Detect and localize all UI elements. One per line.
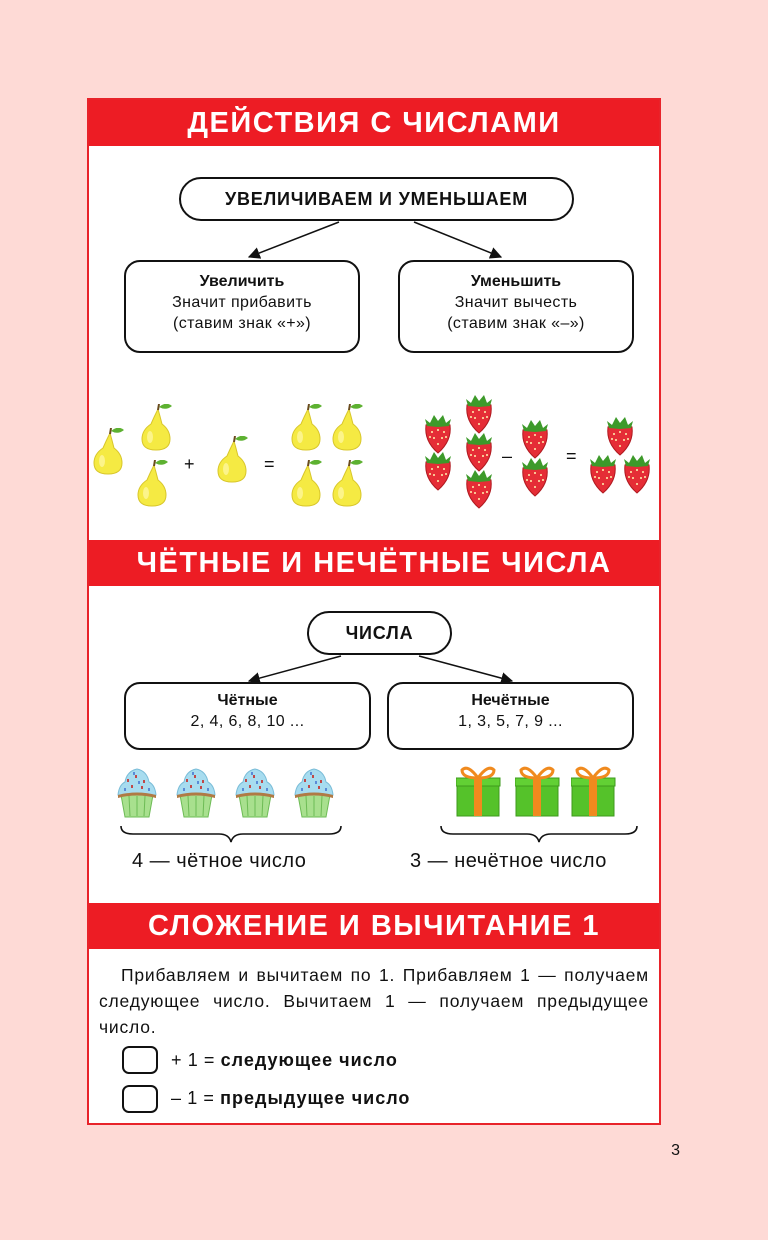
cupcake-icon: [174, 763, 220, 821]
decrease-line-1: Значит вычесть: [454, 294, 578, 311]
strawberry-icon: [621, 455, 653, 495]
strawberry-icon: [519, 420, 551, 460]
strawberry-icon: [604, 417, 636, 457]
brace-left: [121, 826, 341, 842]
section-2-title: ЧЁТНЫЕ И НЕЧЁТНЫЕ ЧИСЛА: [89, 540, 659, 586]
even-list: 2, 4, 6, 8, 10 ...: [190, 713, 305, 730]
increase-line-2: (ставим знак «+»): [172, 315, 312, 332]
section-3-title: СЛОЖЕНИЕ И ВЫЧИТАНИЕ 1: [89, 903, 659, 949]
pear-icon: [137, 460, 169, 508]
paragraph-text: Прибавляем и вычитаем по 1. Прибавляем 1 — получаем следующее число. Вычитаем 1 — получаем предыдущее число.: [99, 965, 649, 1037]
arrow-right: [419, 656, 512, 681]
arrow-right: [414, 222, 501, 257]
number-box: [122, 1046, 158, 1074]
gift-icon: [571, 766, 617, 820]
arrow-left: [249, 656, 341, 681]
plus-sign: +: [184, 454, 195, 474]
equals-sign: =: [566, 446, 577, 466]
strawberry-icon: [422, 415, 454, 455]
decrease-title: Уменьшить: [470, 273, 562, 290]
odd-caption: 3 — нечётное число: [410, 850, 607, 872]
increase-title: Увеличить: [199, 273, 285, 290]
gift-icon: [515, 766, 561, 820]
root-node-increase-decrease: УВЕЛИЧИВАЕМ И УМЕНЬШАЕМ: [179, 177, 574, 221]
strawberry-icon: [519, 458, 551, 498]
pear-icon: [332, 460, 364, 508]
cupcake-icon: [115, 763, 161, 821]
increase-line-1: Значит прибавить: [172, 294, 312, 311]
even-box: [124, 682, 371, 750]
strawberry-icon: [463, 470, 495, 510]
page-number: 3: [671, 1142, 680, 1159]
equals-sign: =: [264, 454, 275, 474]
pear-icon: [217, 436, 249, 484]
odd-list: 1, 3, 5, 7, 9 ...: [458, 713, 563, 730]
pear-icon: [141, 404, 173, 452]
minus-one: – 1 =: [171, 1088, 215, 1108]
brace-right: [441, 826, 637, 842]
odd-title: Нечётные: [471, 692, 550, 709]
previous-number-equation: [171, 1088, 410, 1109]
pear-icon: [332, 404, 364, 452]
strawberry-icon: [422, 452, 454, 492]
section-2-arrows: [89, 540, 659, 700]
arrow-left: [249, 222, 339, 257]
root-node-numbers: ЧИСЛА: [307, 611, 452, 655]
previous-number-label: предыдущее число: [220, 1088, 411, 1108]
pear-icon: [291, 460, 323, 508]
section-1-title: ДЕЙСТВИЯ С ЧИСЛАМИ: [89, 100, 659, 146]
increase-box: [124, 260, 360, 353]
minus-sign: –: [502, 446, 513, 466]
paragraph: [99, 962, 649, 1040]
pear-icon: [291, 404, 323, 452]
group-braces: [89, 820, 659, 850]
number-box: [122, 1085, 158, 1113]
plus-one: + 1 =: [171, 1050, 216, 1070]
next-number-equation: [171, 1050, 398, 1071]
decrease-line-2: (ставим знак «–»): [447, 315, 585, 332]
pear-icon: [93, 428, 125, 476]
cupcake-icon: [292, 763, 338, 821]
odd-box: [387, 682, 634, 750]
strawberry-icon: [463, 433, 495, 473]
page-frame: [87, 98, 661, 1125]
strawberry-icon: [587, 455, 619, 495]
cupcake-icon: [233, 763, 279, 821]
strawberry-icon: [463, 395, 495, 435]
even-caption: 4 — чётное число: [132, 850, 307, 872]
decrease-box: [398, 260, 634, 353]
gift-icon: [456, 766, 502, 820]
next-number-label: следующее число: [220, 1050, 398, 1070]
even-title: Чётные: [217, 692, 278, 709]
